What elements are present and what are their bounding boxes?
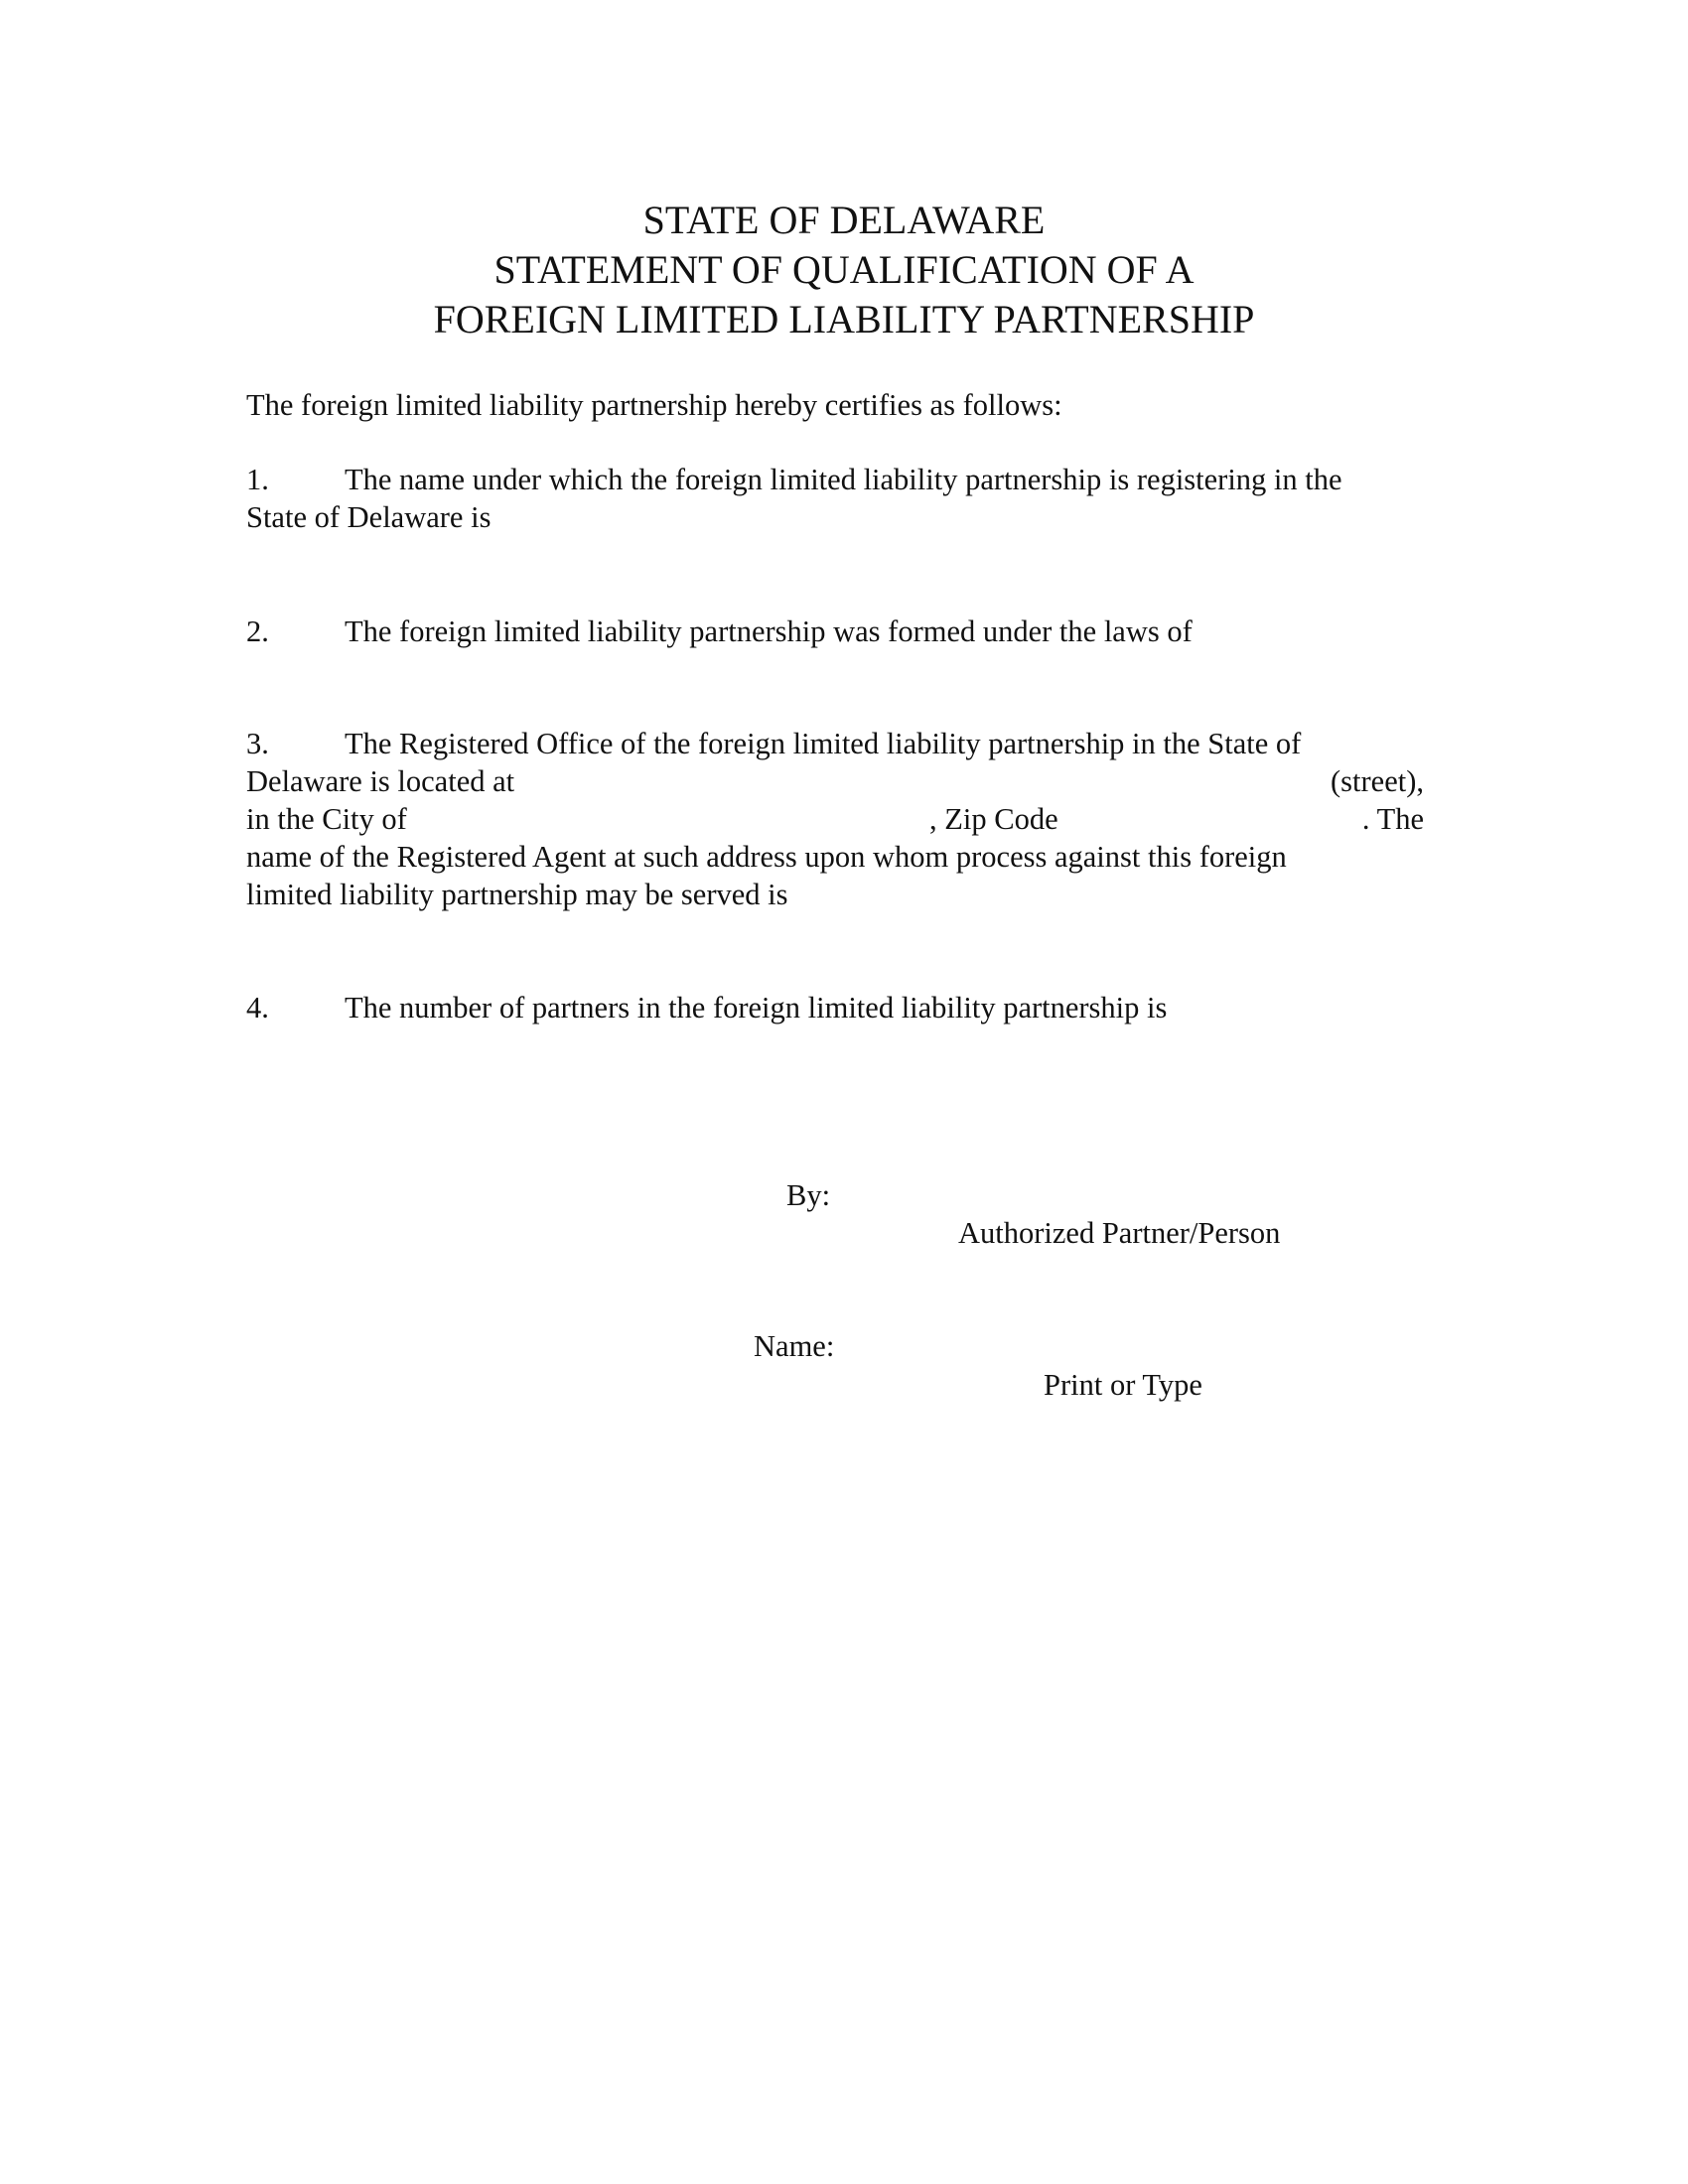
item-3-number: 3. [246,727,269,760]
item-2 [246,613,1424,650]
city-label: in the City of [246,802,407,836]
street-field[interactable] [544,762,1259,796]
item-3-agent-text: name of the Registered Agent at such address upon whom process against this foreign [246,840,1287,874]
item-4-text: The number of partners in the foreign limited liability partnership is [345,991,1168,1024]
zip-code-label: , Zip Code [929,802,1058,836]
llp-name-field[interactable] [519,498,1413,532]
authorized-partner-caption: Authorized Partner/Person [958,1216,1281,1250]
number-of-partners-field[interactable] [1239,989,1423,1023]
item-4 [246,989,1424,1026]
item-2-text: The foreign limited liability partnership was formed under the laws of [345,614,1193,648]
signature-field[interactable] [874,1171,1390,1209]
registered-agent-field[interactable] [842,876,1423,909]
name-label: Name: [754,1329,835,1363]
street-label: (street), [1331,764,1424,798]
item-3-text: The Registered Office of the foreign limited liability partnership in the State of [345,727,1302,760]
item-4-number: 4. [246,991,269,1024]
document-title [0,196,1688,344]
item-3-located-at: Delaware is located at [246,764,515,798]
item-3 [246,725,1424,913]
item-1-text-cont: State of Delaware is [246,500,492,534]
title-line-llp: FOREIGN LIMITED LIABILITY PARTNERSHIP [433,297,1255,341]
printed-name-field[interactable] [874,1322,1390,1360]
title-line-state: STATE OF DELAWARE [642,198,1046,242]
item-1-number: 1. [246,463,269,496]
city-field[interactable] [440,800,877,834]
item-1-text: The name under which the foreign limited liability partnership is registering in the [345,463,1342,496]
item-1 [246,461,1424,536]
zip-code-field[interactable] [1085,800,1314,834]
intro-text: The foreign limited liability partnership hereby certifies as follows: [246,388,1062,422]
title-line-statement: STATEMENT OF QUALIFICATION OF A [493,247,1195,292]
by-label: By: [786,1178,831,1212]
item-2-number: 2. [246,614,269,648]
item-3-sentence-cont: . The [1361,802,1424,836]
print-or-type-caption: Print or Type [1044,1368,1202,1402]
formation-jurisdiction-field[interactable] [1259,613,1423,646]
item-3-served-text: limited liability partnership may be served is [246,878,788,911]
